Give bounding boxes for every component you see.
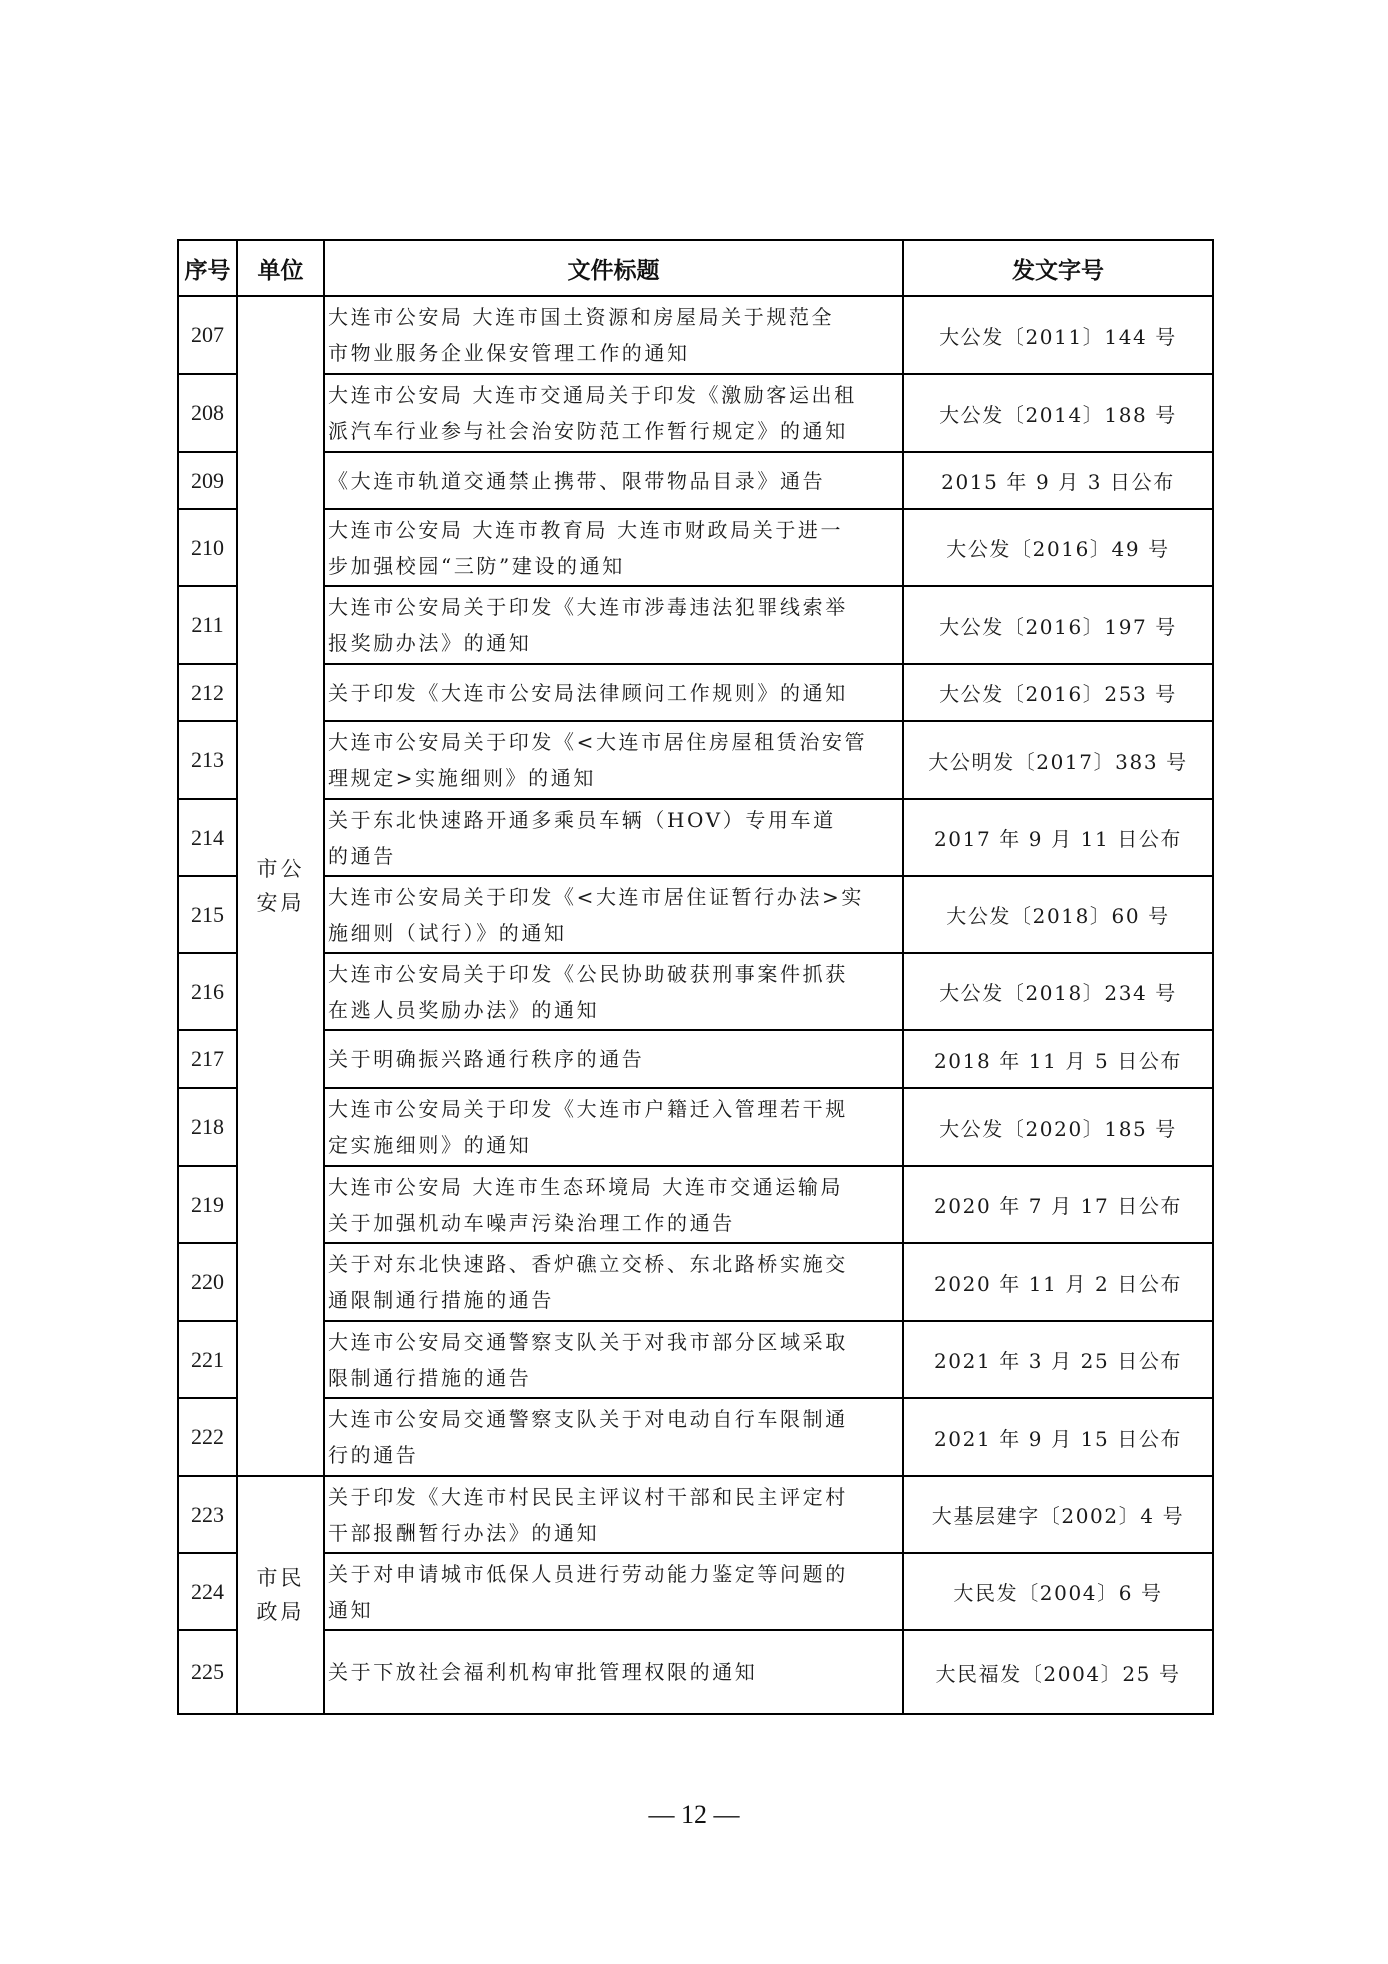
row-doc-no: 大公发〔2016〕197 号 <box>903 586 1213 664</box>
row-title <box>324 953 903 1030</box>
row-title <box>324 664 903 721</box>
title-line: 派汽车行业参与社会治安防范工作暂行规定》的通知 <box>328 419 848 443</box>
table-row <box>178 296 1213 374</box>
title-line: 关于对申请城市低保人员进行劳动能力鉴定等问题的 <box>328 1561 848 1586</box>
row-title <box>324 586 903 664</box>
row-title <box>324 1398 903 1476</box>
title-line: 大连市公安局关于印发《公民协助破获刑事案件抓获 <box>328 961 848 986</box>
table-row <box>178 1476 1213 1553</box>
row-doc-no: 2020 年 7 月 17 日公布 <box>903 1166 1213 1243</box>
table-row <box>178 374 1213 452</box>
title-line: 步加强校园“三防”建设的通知 <box>328 553 625 578</box>
row-doc-no: 2017 年 9 月 11 日公布 <box>903 799 1213 876</box>
header-doc-no: 发文字号 <box>903 240 1213 296</box>
row-doc-no: 大公发〔2011〕144 号 <box>903 296 1213 374</box>
title-line: 通知 <box>328 1597 374 1622</box>
title-line: 关于对东北快速路、香炉礁立交桥、东北路桥实施交 <box>328 1252 848 1276</box>
row-title <box>324 452 903 509</box>
table-row <box>178 1243 1213 1321</box>
row-title <box>324 1321 903 1398</box>
row-seq: 213 <box>178 721 237 799</box>
title-line: 大连市公安局关于印发《<大连市居住房屋租赁治安管 <box>328 730 868 754</box>
row-doc-no: 2021 年 9 月 15 日公布 <box>903 1398 1213 1476</box>
table-row <box>178 1088 1213 1166</box>
row-seq: 216 <box>178 953 237 1030</box>
table-row <box>178 509 1213 586</box>
row-doc-no: 大公发〔2016〕253 号 <box>903 664 1213 721</box>
header-unit: 单位 <box>237 240 324 296</box>
unit-cell-public-security <box>237 296 324 1476</box>
row-seq: 220 <box>178 1243 237 1321</box>
title-line: 《大连市轨道交通禁止携带、限带物品目录》通告 <box>328 468 826 493</box>
row-doc-no: 大民福发〔2004〕25 号 <box>903 1630 1213 1714</box>
row-title <box>324 509 903 586</box>
table-row <box>178 1398 1213 1476</box>
title-line: 施细则（试行）》的通知 <box>328 920 567 945</box>
title-line: 干部报酬暂行办法》的通知 <box>328 1520 600 1545</box>
title-line: 行的通告 <box>328 1443 419 1467</box>
title-line: 关于下放社会福利机构审批管理权限的通知 <box>328 1660 758 1684</box>
row-seq: 212 <box>178 664 237 721</box>
title-line: 大连市公安局 大连市教育局 大连市财政局关于进一 <box>328 517 844 542</box>
title-line: 的通告 <box>328 843 396 868</box>
row-seq: 219 <box>178 1166 237 1243</box>
unit-cell-civil-affairs <box>237 1476 324 1714</box>
title-line: 大连市公安局 大连市国土资源和房屋局关于规范全 <box>328 305 835 329</box>
header-title: 文件标题 <box>324 240 903 296</box>
row-doc-no: 大民发〔2004〕6 号 <box>903 1553 1213 1630</box>
title-line: 大连市公安局关于印发《<大连市居住证暂行办法>实 <box>328 884 864 909</box>
title-line: 大连市公安局交通警察支队关于对我市部分区域采取 <box>328 1329 848 1354</box>
row-title <box>324 1630 903 1714</box>
row-seq: 225 <box>178 1630 237 1714</box>
row-title <box>324 799 903 876</box>
table-row <box>178 1553 1213 1630</box>
row-title <box>324 1243 903 1321</box>
table-row <box>178 1630 1213 1714</box>
title-line: 通限制通行措施的通告 <box>328 1288 554 1312</box>
row-seq: 217 <box>178 1030 237 1088</box>
table-row <box>178 1166 1213 1243</box>
unit-name-line: 市公 <box>256 857 305 881</box>
title-line: 关于印发《大连市村民民主评议村干部和民主评定村 <box>328 1484 848 1509</box>
title-line: 限制通行措施的通告 <box>328 1365 532 1390</box>
table-row <box>178 953 1213 1030</box>
row-doc-no: 大公发〔2014〕188 号 <box>903 374 1213 452</box>
table-row <box>178 799 1213 876</box>
row-doc-no: 2021 年 3 月 25 日公布 <box>903 1321 1213 1398</box>
row-doc-no: 2018 年 11 月 5 日公布 <box>903 1030 1213 1088</box>
table-row <box>178 664 1213 721</box>
row-title <box>324 721 903 799</box>
title-line: 关于东北快速路开通多乘员车辆（HOV）专用车道 <box>328 807 836 832</box>
page-number: — 12 — <box>648 1800 740 1829</box>
row-seq: 207 <box>178 296 237 374</box>
row-title <box>324 876 903 953</box>
row-doc-no: 大基层建字〔2002〕4 号 <box>903 1476 1213 1553</box>
table-row <box>178 586 1213 664</box>
row-doc-no: 大公发〔2016〕49 号 <box>903 509 1213 586</box>
unit-name-line: 市民 <box>256 1566 305 1590</box>
title-line: 大连市公安局交通警察支队关于对电动自行车限制通 <box>328 1407 848 1431</box>
row-seq: 209 <box>178 452 237 509</box>
row-seq: 210 <box>178 509 237 586</box>
title-line: 在逃人员奖励办法》的通知 <box>328 997 600 1022</box>
title-line: 关于印发《大连市公安局法律顾问工作规则》的通知 <box>328 680 848 705</box>
row-seq: 211 <box>178 586 237 664</box>
title-line: 定实施细则》的通知 <box>328 1133 532 1157</box>
title-line: 报奖励办法》的通知 <box>328 631 532 655</box>
row-seq: 218 <box>178 1088 237 1166</box>
title-line: 大连市公安局 大连市生态环境局 大连市交通运输局 <box>328 1174 844 1199</box>
title-line: 理规定>实施细则》的通知 <box>328 766 596 790</box>
unit-name-line: 政局 <box>256 1600 305 1624</box>
row-seq: 214 <box>178 799 237 876</box>
row-doc-no: 大公明发〔2017〕383 号 <box>903 721 1213 799</box>
header-seq: 序号 <box>178 240 237 296</box>
row-doc-no: 2015 年 9 月 3 日公布 <box>903 452 1213 509</box>
title-line: 大连市公安局关于印发《大连市涉毒违法犯罪线索举 <box>328 595 848 619</box>
table-header-row <box>178 240 1213 296</box>
row-title <box>324 374 903 452</box>
row-title <box>324 1166 903 1243</box>
row-title <box>324 1553 903 1630</box>
row-seq: 221 <box>178 1321 237 1398</box>
title-line: 市物业服务企业保安管理工作的通知 <box>328 341 690 365</box>
row-seq: 223 <box>178 1476 237 1553</box>
document-list-table <box>177 239 1214 1715</box>
unit-name-line: 安局 <box>256 891 305 915</box>
table-row <box>178 452 1213 509</box>
row-seq: 222 <box>178 1398 237 1476</box>
row-seq: 208 <box>178 374 237 452</box>
row-title <box>324 296 903 374</box>
title-line: 关于明确振兴路通行秩序的通告 <box>328 1047 645 1071</box>
row-doc-no: 大公发〔2020〕185 号 <box>903 1088 1213 1166</box>
table-row <box>178 1321 1213 1398</box>
row-doc-no: 大公发〔2018〕60 号 <box>903 876 1213 953</box>
table-row <box>178 876 1213 953</box>
title-line: 关于加强机动车噪声污染治理工作的通告 <box>328 1210 735 1235</box>
row-title <box>324 1030 903 1088</box>
row-title <box>324 1476 903 1553</box>
row-title <box>324 1088 903 1166</box>
table-row <box>178 1030 1213 1088</box>
table-row <box>178 721 1213 799</box>
row-seq: 215 <box>178 876 237 953</box>
row-doc-no: 大公发〔2018〕234 号 <box>903 953 1213 1030</box>
row-seq: 224 <box>178 1553 237 1630</box>
title-line: 大连市公安局 大连市交通局关于印发《激励客运出租 <box>328 383 857 407</box>
title-line: 大连市公安局关于印发《大连市户籍迁入管理若干规 <box>328 1097 848 1121</box>
row-doc-no: 2020 年 11 月 2 日公布 <box>903 1243 1213 1321</box>
